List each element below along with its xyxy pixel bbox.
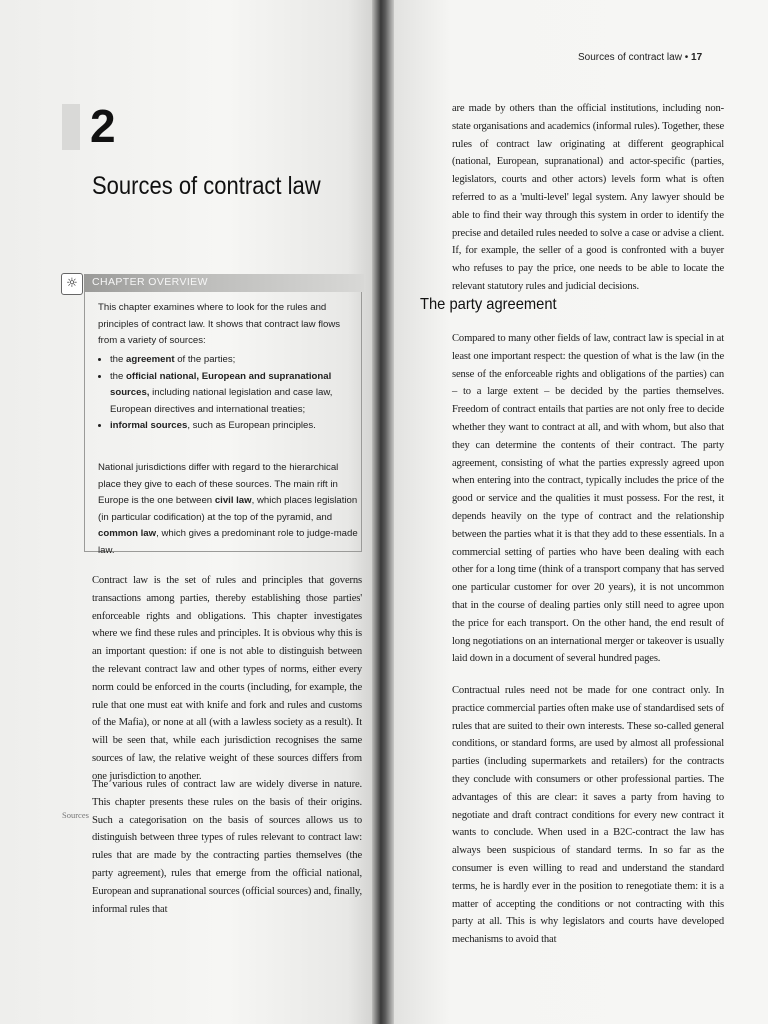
bullet-bold: agreement [126,354,175,365]
closing-part: , which gives a predominant role to judge-made law. [98,528,358,556]
lightbulb-icon: ☼ [61,273,83,295]
right-paragraph-a [452,330,724,668]
page-number: 17 [691,52,703,63]
chapter-title: Sources of contract law [92,172,321,200]
paragraph-text: are made by others than the official institutions, including non-state organisations and academics (informal rules). Together, these rules of contract law originating at different geographical (national, European, supranational) and actor-specific (parties, legislators, courts and other actors) levels form what is often referred to as a 'multi-level' legal system. Any lawyer should be able to find their way through this system in order to identify the precise and detailed rules needed to solve a case or advise a client. If, for example, the seller of a good is confronted with a buyer who refuses to pay the price, one needs to be able to locate the relevant statutory rules and judicial decisions. [452,103,724,292]
paragraph-text: The various rules of contract law are widely diverse in nature. This chapter presents these rules on the basis of their origins. Such a categorisation on the basis of sources allows us to distinguish between three types of rules relevant to contract law: rules that are made by the contracting parties themselves (the party agreement), rules that emerge from the official national, European and supranational sources (official sources) and, finally, informal rules that [92,779,362,915]
bullet-text: , such as European principles. [187,420,316,431]
overview-closing [98,460,360,559]
overview-bullet [110,352,360,369]
right-paragraph-b [452,682,724,949]
paragraph-text: Contractual rules need not be made for one contract only. In practice commercial parties often make use of standardised sets of rules that are suited to their own interests. These so-called general conditions, or standard forms, are used by almost all professional parties (including supermarkets and retailers) for the contracts they conclude with consumers or other professional parties. The advantages of this are clear: it saves a party from having to negotiate and draft contract conditions for every new contract it wants to conclude. When used in a B2C-contract the law has always been suspicious of standard terms. In so far as the consumer is even willing to read and understand the standard terms, he is hardly ever in the position to renegotiate them: it is a matter of accepting the conditions or not contracting with this party at all. This is why legislators and courts have developed mechanisms to avoid that [452,685,724,946]
bullet-text: of the parties; [174,354,236,365]
running-header [578,52,702,63]
running-header-separator: • [684,52,689,63]
overview-intro-text: This chapter examines where to look for the rules and principles of contract law. It shows that contract law flows from a variety of sources: [98,302,341,346]
paragraph-text: Contract law is the set of rules and principles that governs transactions among parties, thereby establishing those parties' enforceable rights and obligations. This chapter investigates where we find these rules and principles. It is obvious why this is an important question: if one is not able to distinguish between the relevant contract law and other types of norms, either every norm could be enforced in the courts (including, for example, the rule that one must eat with knife and fork and rules and customs of the Mafia), or none at all (with a lawless society as a result). It will be seen that, while each jurisdiction recognises the same sources of law, the relative weight of these sources differs from one jurisdiction to another. [92,575,362,782]
bullet-bold: informal sources [110,420,188,431]
right-paragraph-top [452,100,724,296]
bullet-text: the [110,354,127,365]
left-paragraph-2 [92,776,362,918]
section-heading: The party agreement [420,296,557,313]
closing-bold: civil law [214,495,252,506]
margin-note: Sources [62,810,89,820]
bullet-text: including national legislation and case law, European directives and international treaties; [110,387,333,415]
bullet-bold: official national, European and supranational sources, [110,370,332,398]
overview-closing-text [98,460,360,559]
paragraph-text: Compared to many other fields of law, contract law is special in at least one important respect: the question of what is the law (in the sense of the enforceable rights and obligations of the parties) can – to a large extent – be decided by the parties themselves. Freedom of contract entails that parties are not only free to decide whether they want to contract at all, and with whom, but also that they can determine the contents of their contract. The party agreement, consisting of what the parties expressly agreed upon when entering into the contract, typically includes the price of the good or service and the qualities it must possess. For the rest, it depends heavily on the type of contract and the relationship between the parties what it is that they add to these essentials. In a commercial setting of parties who have been dealing with each other for a long time (think of a transport company that has served one particular customer for over 20 years), it is not uncommon that in the course of dealing parties only still need to agree upon the price for each transport. On the other hand, the end result of long negotiations on an international merger or takeover is usually laid down in a document of several hundred pages. [452,333,724,665]
chapter-number: 2 [90,100,116,152]
overview-intro [98,300,360,350]
running-header-title: Sources of contract law [578,52,682,63]
book-gutter [372,0,394,1024]
chapter-number-bar [62,104,80,150]
overview-bullet [110,369,360,419]
left-paragraph-1 [92,572,362,786]
closing-part: , which places legislation (in particular codification) at the top of the pyramid, and [98,495,358,523]
closing-bold: common law [98,528,157,539]
overview-bullet-list [98,352,360,435]
bullet-text: the [110,370,127,382]
overview-bullet [110,418,360,435]
chapter-overview-label: CHAPTER OVERVIEW [92,276,208,288]
closing-part: National jurisdictions differ with regard to the hierarchical place they give to each of these sources. The main rift in Europe is the one between [98,462,339,506]
